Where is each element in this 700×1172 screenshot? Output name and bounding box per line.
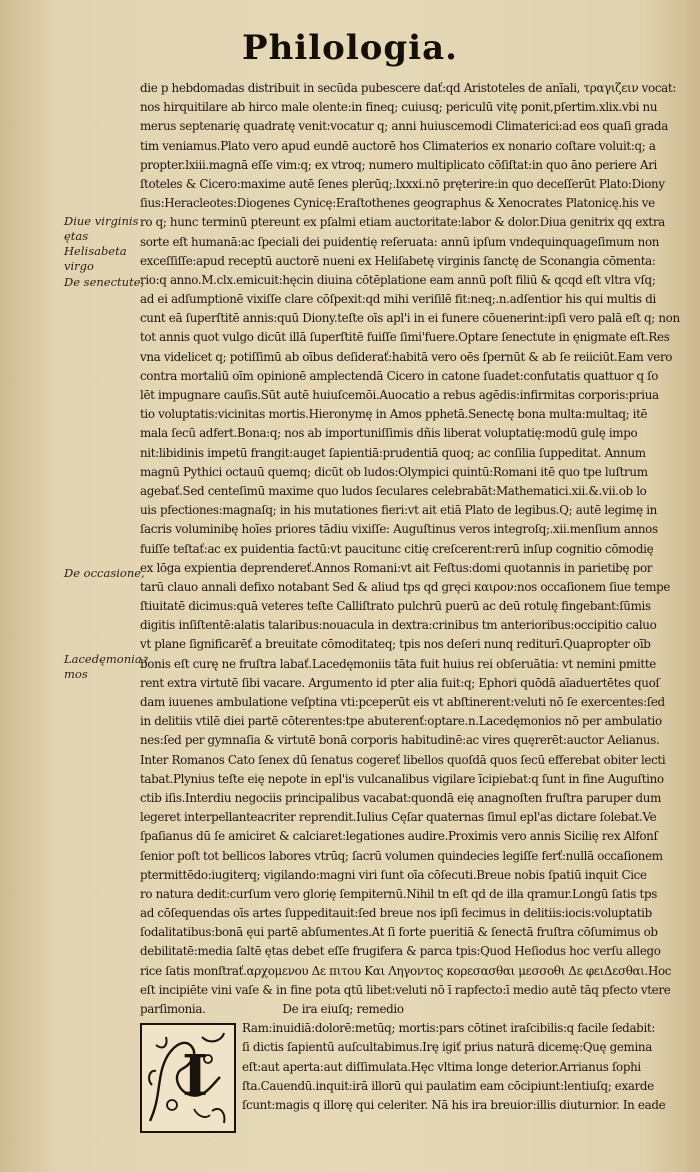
text-line: mala ſecū adfert.Bona:q; nos ab importuniſſimis dñis liberat voluptatię:modū gulę impo: [140, 426, 638, 441]
text-line: rice ſatis monſtrať.αρχομενου Δε πιτου Και Ληγοντος κορεσασθαι μεσσοθι Δε φειΔεσθαι.Hoc: [140, 963, 672, 978]
section-left-word: parſimonia.: [140, 1002, 206, 1016]
text-line: lēt impugnare cauſis.Sūt autē huiuſcemōi.Auocatio a rebus agēdis:infirmitas corporis:priua: [140, 388, 659, 402]
woodcut-initial-icon: [142, 1025, 234, 1131]
text-line: ad ei adſumptionē vixiſſe clare cōſpexit:qd mihi veriſilē fit:neq;.n.adſentior his qui multis di: [140, 292, 656, 307]
lower-text: [242, 1019, 686, 1133]
text-line: rio:q anno.M.clx.emicuit:hęcin diuina cōtēplatione eam annū poſt filiū & qcqd eſt vltra vſq;: [140, 272, 656, 287]
text-line: tot annis quot vulgo dicūt illā ſuperſtitē fuiſſe ſimi'fuere.Optare ſenectute in ęnigmate eſt.Res: [140, 330, 670, 345]
text-line: tim veniamus.Plato vero apud eundē auctorē hos Climaterios ex nonario coſtare voluit:q; a: [140, 138, 656, 153]
text-line: ad cōſequendas oīs artes ſuppeditauit:ſed breue nos ipſi fecimus in delitiis:iocis:voluptatib: [140, 906, 652, 921]
margin-note: De occasione,: [64, 566, 145, 580]
text-line: ſcunt:magis q illorę qui celeriter. Nā his ira breuior:illis diuturnior. In eade: [242, 1097, 666, 1112]
text-line: propter.lxiii.magnā eſſe vim:q; ex vtroq; numero multiplicato cōſiſtat:in quo āno periere Ari: [140, 157, 658, 172]
text-line: agebať.Sed centeſimū maxime quo ludos ſeculares celebrabāt:Mathematici.xii.&.vii.ob lo: [140, 483, 647, 498]
text-line: merus septenarię quadratę venit:vocatur q; anni huiuscemodi Climaterici:ad eos quaſi grada: [140, 119, 668, 134]
text-line: magnū Pythici octauū quemq; dicūt ob ludos:Olympici quintū:Romani itē quo tpe luſtrum: [140, 464, 648, 479]
text-line: ſius:Heracleotes:Diogenes Cynicę:Eraſtothenes geographus & Xenocrates Platonicę.his ve: [140, 196, 655, 211]
text-line: nes:ſed per gymnaſia & virtutē bonā corporis habitudinē:ac vires quęrerēt:auctor Aelianus.: [140, 733, 660, 748]
text-line: cunt eā ſuperſtitē annis:quū Diony.teſte oīs apl'i in ei funere cōuenerint:ipſi vero palā eſt q; non: [140, 311, 680, 326]
text-line: nit:libidinis impetū frangit:auget ſapientiā:prudentiā quoq; ac conſilia ſuppeditat. Annum: [140, 445, 646, 460]
text-line: bonis eſt curę ne fruſtra labať.Lacedęmoniis tāta fuit huius rei obſeruātia: vt nemini pmitte: [140, 656, 656, 671]
text-line: ptermittēdo:iugiterq; vigilando:magni viri ſunt oīa cōſecuti.Breue nobis ſpatiū inquit Cice: [140, 867, 647, 882]
text-line: legeret interpellanteacriter reprendit.Iulius Cęſar quaternas ſimul epl'as dictare ſolebat.Ve: [140, 810, 657, 825]
text-line: ſtiuitatē dicimus:quā veteres teſte Calliſtrato pulchrū puerū ac deū rotulę fingebant:ſūmis: [140, 599, 651, 614]
initial-block: [140, 1019, 686, 1133]
initial-letter: I: [182, 1043, 208, 1110]
margin-note: Lacedęmoniaꝛ mos: [64, 652, 148, 681]
text-line: rent extra virtutē ſibi vacare. Argumento id pter alia fuit:q; Ephori quōdā aīaduertētes quoſ: [140, 675, 660, 690]
text-line: ro natura dedit:curſum vero glorię ſempiternū.Nihil tn eſt qd de illa qramur.Longū ſatis tps: [140, 886, 657, 901]
text-line: ex lōga expientia deprendereť.Annos Romani:vt ait Feſtus:domi quotannis in parietibę por: [140, 560, 653, 575]
text-line: tarū clauo annali defixo notabant Sed & aliud tps qd gręci καιρον:nos occaſionem ſiue tempe: [140, 579, 671, 594]
decorated-initial: [140, 1023, 236, 1133]
text-line: vna videlicet q; potiſſimū ab oībus deſiderať:habitā vero oēs ſpernūt & ab ſe reiiciūt.Eam vero: [140, 349, 673, 364]
text-line: exceſſiſſe:apud receptū auctorē nueni ex Heliſabetę virginis ſanctę de Sconangia cōmenta:: [140, 253, 656, 268]
page-title: Philologia.: [242, 28, 458, 68]
text-line: tabat.Plynius teſte eię nepote in epl'is vulcanalibus vigilare īcipiebat:q ſunt in fine Auguſtino: [140, 771, 664, 786]
text-line: vt plane ſignificarēť a breuitate cōmoditateq; tpis nos deſeri nunq rediturī.Quapropter oīb: [140, 637, 651, 652]
text-line: ro q; hunc terminū ptereunt ex pſalmi etiam auctoritate:labor & dolor.Diua genitrix qq extra: [140, 215, 665, 230]
text-line: ſtoteles & Cicero:maxime autē ſenes plerūq;.lxxxi.nō pręterire:in quo deceſſerūt Plato:Diony: [140, 176, 665, 191]
text-line: ſta.Cauendū.inquit:irā illorū qui paulatim eam cōcipiunt:lentiuſq; exarde: [242, 1078, 654, 1093]
text-line: ſodalitatibus:bonā ęui partē abſumentes.At ſi forte pueritiā & ſenectā fruſtra cōſumimus ob: [140, 925, 658, 940]
text-line: digitis inſiſtentē:alatis talaribus:nouacula in dextra:crinibus tm anterioribus:occipitio caluo: [140, 618, 657, 633]
section-heading: De ira eiuſq; remedio: [282, 1002, 404, 1016]
text-line: eſt:aut aperta:aut diſſimulata.Hęc vltima longe deterior.Arrianus ſophi: [242, 1059, 641, 1074]
text-line: sorte eſt humanā:ac ſpeciali dei puidentię reſeruata: annū ipſum vndequinquageſimum non: [140, 234, 660, 249]
text-line: dam iuuenes ambulatione veſptina vti:pceperūt eis vt abſtinerent:veluti nō ſe exercentes:ſed: [140, 695, 665, 709]
text-line: nos hirquitilare ab hirco male olente:in fineq; cuiusq; periculū vitę ponit,pſertim.xlix.vbi nu: [140, 100, 658, 115]
text-line: eſt incipiēte vini vaſe & in fine pota qtū libet:veluti nō ī rapfecto:ī medio autē tāq pfecto vtere: [140, 982, 671, 997]
margin-note: Diue virginis ętas Helisabeta virgo: [64, 214, 139, 273]
text-line: ctib iſis.Interdiu negociis principalibus vacabat:quondā eię anagnoſten fruſtra paruper dum: [140, 790, 662, 805]
text-line: in delitiis vtilē diei partē cōterentes:tpe abuterenť:optare.n.Lacedęmonios nō per ambulatio: [140, 714, 662, 729]
text-line: contra mortaliū oīm opinionē amplectendā Cicero in catone ſuadet:confutatis quattuor q ſo: [140, 368, 659, 383]
text-line: Ram:inuidiā:dolorē:metūq; mortis:pars cōtinet iraſcibilis:q facile ſedabit:: [242, 1021, 655, 1036]
text-line: ſi dictis ſapientū auſcultabimus.Irę igiť prius naturā dicemę:Quę gemina: [242, 1040, 652, 1055]
text-line: ſenior poſt tot bellicos labores vtrūq; ſacrū volumen quindecies legiſſe ferť:nullā occaſionem: [140, 848, 663, 863]
text-line: tio voluptatis:vicinitas mortis.Hieronymę in Amos pphetā.Senectę bona multa:multaq; itē: [140, 407, 648, 422]
text-line: die p hebdomadas distribuit in secūda pubescere dať:qd Aristoteles de anīali, τραγιζειν vocat:: [140, 81, 676, 95]
text-line: debilitatē:media ſaltē ętas debet eſſe frugifera & parca tpis:Quod Heſiodus hoc verſu allego: [140, 944, 661, 959]
text-line: ſpaſianus dū ſe amiciret & calciaret:legationes audire.Proximis vero annis Sicilię rex Alfonſ: [140, 829, 658, 844]
main-text: [140, 79, 686, 1133]
text-line: ſacris voluminibę hoīes priores tādiu vixiſſe: Auguſtinus veros integroſq;.xii.menſium annos: [140, 522, 658, 537]
section-heading-line: [140, 1000, 686, 1019]
text-line: uis pfectiones:magnaſq; in his mutationes fieri:vt ait etiā Plato de legibus.Q; autē legimę in: [140, 503, 657, 518]
text-line: Inter Romanos Cato ſenex dū ſenatus cogereť libellos quoſdā quos ſecū efferebat obiter lecti: [140, 752, 666, 767]
text-line: fuiſſe teſtať:ac ex puidentia factū:vt paucitunc citię creſcerent:rerū inſup cognitio cōmodię: [140, 541, 654, 556]
margin-note: De senectute,: [64, 275, 145, 289]
